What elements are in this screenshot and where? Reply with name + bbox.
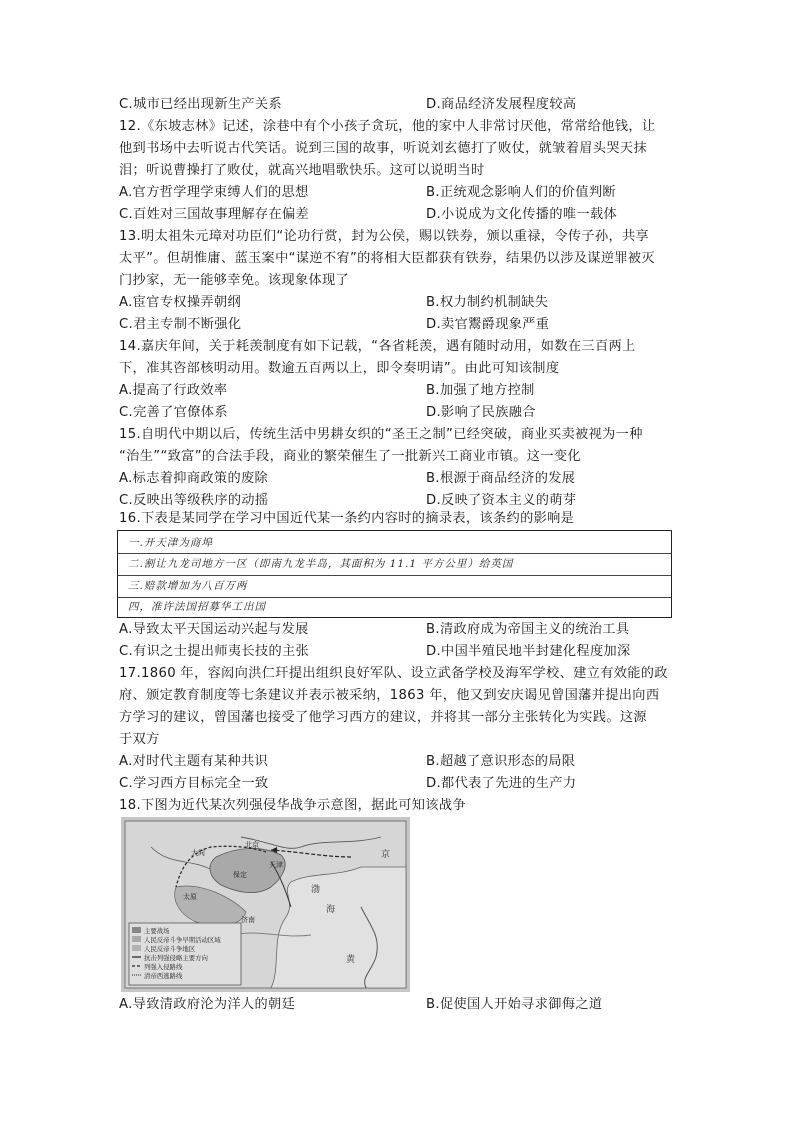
place-label: 海: [326, 905, 336, 915]
legend-item: 主要战场: [144, 927, 170, 935]
option-c: C.反映出等级秩序的动摇: [119, 493, 269, 508]
option-b: B.加强了地方控制: [426, 383, 535, 398]
option-c: C.君主专制不断强化: [119, 317, 242, 332]
place-label: 济南: [241, 916, 255, 924]
option-b: B.根源于商品经济的发展: [426, 471, 576, 486]
option-b: B.超越了意识形态的局限: [426, 754, 576, 769]
question-12-stem: 他到书场中去听说古代笑话。说到三国的故事，听说刘玄德打了败仗，就皱着眉头哭天抹: [119, 141, 647, 156]
legend-item: 抗击列强侵略主要方向: [144, 954, 208, 962]
option-a: A.对时代主题有某种共识: [119, 754, 269, 769]
question-17-stem: 17.1860 年，容闳向洪仁玕提出组织良好军队、设立武备学校及海军学校、建立有效能的政: [119, 666, 668, 681]
place-label: 渤: [311, 885, 321, 895]
option-a: A.标志着抑商政策的废除: [119, 471, 269, 486]
row-divider: [118, 575, 671, 576]
row-divider: [118, 553, 671, 554]
question-13-stem: 太平”。但胡惟庸、蓝玉案中“谋逆不宥”的将相大臣都获有铁券，结果仍以涉及谋逆罪被灭: [119, 251, 655, 266]
question-15-stem: 15.自明代中期以后，传统生活中男耕女织的“圣王之制”已经突破，商业买卖被视为一种: [119, 427, 643, 442]
option-b: B.清政府成为帝国主义的统治工具: [426, 622, 630, 637]
option-b: B.促使国人开始寻求御侮之道: [426, 997, 603, 1012]
question-13-stem: 门抄家，无一能够幸免。该现象体现了: [119, 273, 350, 288]
legend-item: 清帝西逃路线: [144, 972, 183, 980]
question-14-stem: 下，准其咨部核明动用。数逾五百两以上，即令奏明请”。由此可知该制度: [119, 361, 560, 376]
place-label: 黄: [346, 955, 356, 965]
place-label: 太原: [183, 893, 197, 901]
question-17-stem: 于双方: [119, 732, 160, 747]
option-c: C.有识之士提出师夷长技的主张: [119, 644, 310, 659]
place-label: 保定: [233, 871, 247, 879]
row-divider: [118, 597, 671, 598]
place-label: 大同: [191, 849, 205, 857]
treaty-excerpt-table: [117, 530, 672, 618]
question-12-stem: 12.《东坡志林》记述，涂巷中有个小孩子贪玩，他的家中人非常讨厌他，常常给他钱，让: [119, 119, 656, 134]
place-label: 天津: [269, 861, 283, 869]
place-label: 北京: [245, 841, 259, 849]
option-d: D.卖官鬻爵现象严重: [426, 317, 550, 332]
question-15-stem: “治生”“致富”的合法手段，商业的繁荣催生了一批新兴工商业市镇。这一变化: [119, 449, 581, 464]
option-d: D.都代表了先进的生产力: [426, 776, 577, 791]
table-row: 一.开天津为商埠: [128, 537, 213, 549]
legend-item: 人民反帝斗争地区: [144, 945, 196, 953]
option-d: D.中国半殖民地半封建化程度加深: [426, 644, 631, 659]
option-b: B.权力制约机制缺失: [426, 295, 549, 310]
war-map-figure: [121, 817, 410, 992]
place-label: 京: [381, 850, 391, 860]
option-b: B.正统观念影响人们的价值判断: [426, 185, 616, 200]
option-c: C.学习西方目标完全一致: [119, 776, 269, 791]
option-c: C.百姓对三国故事理解存在偏差: [119, 207, 310, 222]
legend-item: 列强入侵路线: [144, 963, 183, 971]
option-a: A.官方哲学理学束缚人们的思想: [119, 185, 309, 200]
option-c: C.城市已经出现新生产关系: [119, 97, 283, 112]
option-c: C.完善了官僚体系: [119, 405, 228, 420]
option-a: A.导致太平天国运动兴起与发展: [119, 622, 309, 637]
option-d: D.商品经济发展程度较高: [426, 97, 577, 112]
option-a: A.宦官专权操弄朝纲: [119, 295, 241, 310]
question-18-stem: 18.下图为近代某次列强侵华战争示意图，据此可知该战争: [119, 798, 466, 813]
table-row: 二.割让九龙司地方一区（即南九龙半岛，其面积为 11.1 平方公里）给英国: [128, 558, 514, 570]
option-a: A.导致清政府沦为洋人的朝廷: [119, 997, 296, 1012]
question-13-stem: 13.明太祖朱元璋对功臣们“论功行赏，封为公侯，赐以铁券，颁以重禄，令传子孙，共享: [119, 229, 650, 244]
option-a: A.提高了行政效率: [119, 383, 228, 398]
option-d: D.影响了民族融合: [426, 405, 536, 420]
table-row: 四，准许法国招募华工出国: [128, 601, 266, 613]
question-14-stem: 14.嘉庆年间，关于耗羡制度有如下记载，“各省耗羡，遇有随时动用，如数在三百两上: [119, 339, 636, 354]
question-16-stem: 16.下表是某同学在学习中国近代某一条约内容时的摘录表，该条约的影响是: [119, 511, 575, 526]
question-17-stem: 府、颁定教育制度等七条建议并表示被采纳，1863 年，他又到安庆谒见曾国藩并提出向西: [119, 688, 660, 703]
option-d: D.小说成为文化传播的唯一载体: [426, 207, 618, 222]
question-17-stem: 方学习的建议，曾国藩也接受了他学习西方的建议，并将其一部分主张转化为实践。这源: [119, 710, 647, 725]
legend-item: 人民反帝斗争早期活动区域: [144, 936, 221, 944]
question-12-stem: 泪；听说曹操打了败仗，就高兴地唱歌快乐。这可以说明当时: [119, 163, 485, 178]
option-d: D.反映了资本主义的萌芽: [426, 493, 577, 508]
table-row: 三.赔款增加为八百万两: [128, 580, 248, 592]
